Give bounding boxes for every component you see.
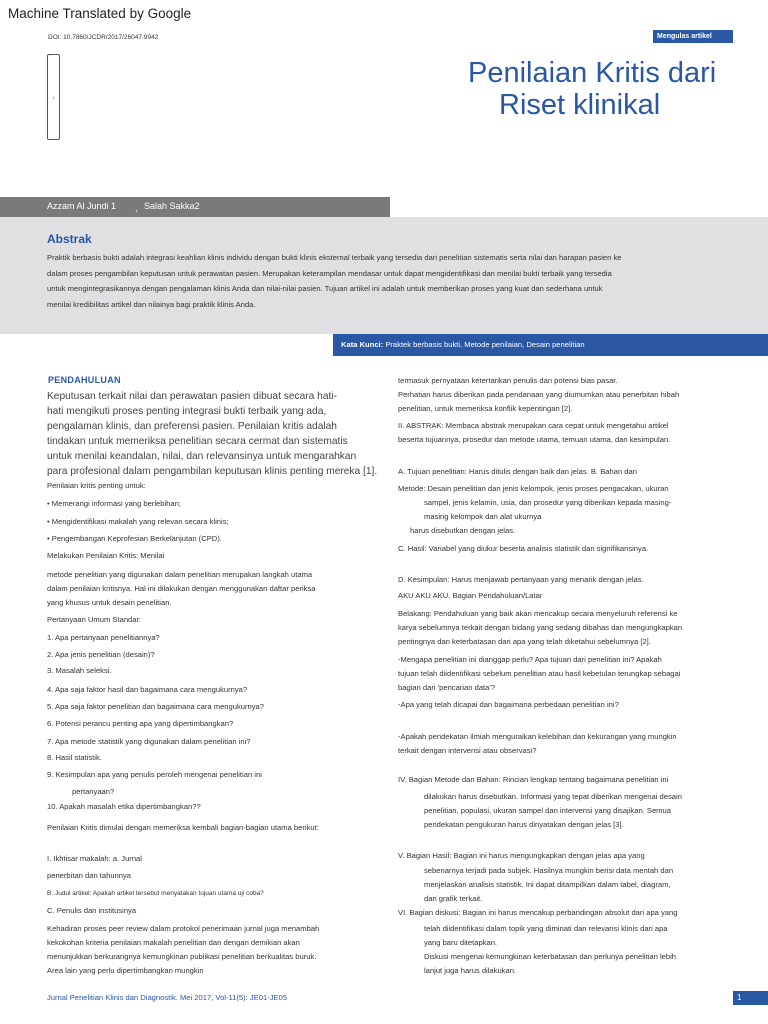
body-line: beserta tujuannya, prosedur dan metode utama, temuan utama, dan kesimpulan.	[398, 435, 671, 444]
body-line: Melakukan Penilaian Kritis: Menilai	[47, 551, 165, 560]
body-line: penerbitan dan tahunnya	[47, 871, 132, 880]
body-line: sebenarnya terjadi pada subjek. Hasilnya mungkin berisi data mentah dan	[424, 866, 674, 875]
question-item: 10. Apakah masalah etika dipertimbangkan??	[47, 802, 201, 811]
author-1: Azzam Al Jundi 1	[47, 201, 117, 211]
body-line: Belakang: Pendahuluan yang baik akan mencakup secara menyeluruh referensi ke	[398, 609, 678, 618]
title-line-1: Penilaian Kritis dari	[468, 57, 717, 89]
intro-line: para profesional dalam pengambilan keputusan klinis penting mereka [1].	[47, 466, 378, 477]
question-item: 1. Apa pertanyaan penelitiannya?	[47, 633, 160, 642]
body-line: Kehadiran proses peer review dalam protokol penerimaan jurnal juga menambah	[47, 924, 320, 933]
title-line-2: Riset klinikal	[499, 89, 661, 121]
body-line: AKU AKU AKU. Bagian Pendahuluan/Latar	[398, 591, 543, 600]
body-line: menunjukkan berkurangnya kemungkinan publikasi penelitian berkualitas buruk.	[47, 952, 317, 961]
body-line: IV. Bagian Metode dan Bahan: Rincian lengkap tentang bagaimana penelitian ini	[398, 775, 669, 784]
body-line: lanjut juga harus dilakukan.	[424, 966, 517, 975]
intro-line: tindakan untuk memeriksa penelitian secara cermat dan sistematis	[47, 436, 348, 447]
machine-translated-label: Machine Translated by Google	[8, 6, 192, 21]
article-title	[468, 57, 716, 121]
body-line: kekokohan kriteria penilaian makalah penelitian dan dengan demikian akan	[47, 938, 300, 947]
question-item: 5. Apa saja faktor penelitian dan bagaimana cara mengukurnya?	[47, 702, 264, 711]
question-item-continued: pertanyaan?	[72, 787, 115, 796]
article-type-badge: Mengulas artikel	[653, 30, 733, 43]
body-line: Pertanyaan Umum Standar:	[47, 615, 142, 624]
body-line: -Apa yang telah dicapai dan bagaimana perbedaan penelitian ini?	[398, 700, 619, 709]
body-line: sampel, jenis kelamin, usia, dan prosedur yang diberikan kepada masing-	[424, 498, 672, 507]
side-box-mark: 1	[52, 95, 55, 100]
body-line: C. Penulis dan institusinya	[47, 906, 137, 915]
journal-footer: Jurnal Penelitian Klinis dan Diagnostik. Mei 2017, Vol-11(5): JE01-JE05	[47, 993, 288, 1002]
body-line: masing kelompok dan alat ukurnya	[424, 512, 542, 521]
question-item: 7. Apa metode statistik yang digunakan dalam penelitian ini?	[47, 737, 251, 746]
body-line: karya sebelumnya terkait dengan bidang yang sedang dibahas dan mengungkapkan	[398, 623, 683, 632]
body-line: Penilaian kritis penting untuk:	[47, 481, 146, 490]
body-line: dalam penilaian kritisnya. Hal ini dilakukan dengan menggunakan daftar periksa	[47, 584, 316, 593]
body-line: bagian dari 'pencarian data'?	[398, 683, 496, 692]
body-line: termasuk pernyataan ketertarikan penulis dan potensi bias pasar.	[398, 376, 618, 385]
abstract-line: menilai kredibilitas artikel dan nilainya bagi praktik klinis Anda.	[47, 299, 256, 309]
body-line: Area lain yang perlu dipertimbangkan mungkin	[47, 966, 204, 975]
question-item: 6. Potensi perancu penting apa yang dipertimbangkan?	[47, 719, 234, 728]
page-number: 1	[733, 991, 768, 1005]
bullet-line: • Memerangi informasi yang berlebihan;	[47, 499, 181, 508]
body-line: penelitian, populasi, ukuran sampel dan intervensi yang disajikan. Semua	[424, 806, 671, 815]
body-line: B. Judul artikel: Apakah artikel tersebut menyatakan tujuan utama uji coba?	[47, 890, 264, 897]
body-line: pentingnya dan keterbatasan dari apa yang telah diketahui sebelumnya [2].	[398, 637, 651, 646]
body-line: harus disebutkan dengan jelas.	[410, 526, 516, 535]
abstract-heading: Abstrak	[47, 232, 92, 246]
body-line: Metode: Desain penelitian dan jenis kelompok, jenis proses pengacakan, ukuran	[398, 484, 669, 493]
body-line: yang khusus untuk desain penelitian.	[47, 598, 172, 607]
abstract-line: untuk mengintegrasikannya dengan pengalaman klinis Anda dan nilai-nilai pasien. Tujuan artikel ini adalah untuk memberikan proses yang kuat dan sederhana untuk	[47, 284, 603, 293]
abstract-line: dalam proses pengambilan keputusan untuk perawatan pasien. Merupakan keterampilan mendasar untuk dapat mengidentifikasi dan menilai bukti terbaik yang tersedia	[47, 268, 612, 278]
body-line: telah diidentifikasi dalam topik yang diminati dan relevansi klinis dari apa	[424, 924, 668, 933]
body-line: dilakukan harus disebutkan. Informasi yang tepat diberikan mengenai desain	[424, 792, 682, 801]
authors-bar	[0, 197, 390, 217]
question-item: 9. Kesimpulan apa yang penulis peroleh mengenai penelitian ini	[47, 770, 262, 779]
bullet-line: • Mengidentifikasi makalah yang relevan secara klinis;	[47, 517, 229, 526]
body-line: Perhatian harus diberikan pada pendanaan yang diumumkan atau penerbitan hibah	[398, 390, 680, 399]
abstract-line: Praktik berbasis bukti adalah integrasi keahlian klinis individu dengan bukti klinis eksternal terbaik yang tersedia dari penelitian sistematis serta nilai dan harapan pasien ke	[47, 253, 622, 262]
side-box	[47, 54, 60, 140]
abstract-text	[47, 250, 747, 312]
bullet-line: • Pengembangan Keprofesian Berkelanjutan (CPD).	[47, 534, 222, 543]
question-item: 8. Hasil statistik.	[47, 753, 102, 762]
body-line: tujuan telah diidentifikasi sebelum penelitian atau hasil kebetulan terungkap sebagai	[398, 669, 681, 678]
question-item: 4. Apa saja faktor hasil dan bagaimana cara mengukurnya?	[47, 685, 248, 694]
body-line: I. Ikhtisar makalah: a. Jurnal	[47, 854, 142, 863]
body-line: D. Kesimpulan: Harus menjawab pertanyaan yang menarik dengan jelas.	[398, 575, 644, 584]
body-line: Penilaian Kritis dimulai dengan memeriksa kembali bagian-bagian utama berikut:	[47, 823, 319, 832]
keywords-bar	[333, 334, 768, 356]
question-item: 3. Masalah seleksi.	[47, 666, 112, 675]
keywords-text: Praktek berbasis bukti, Metode penilaian, Desain penelitian	[385, 340, 585, 349]
body-line: A. Tujuan penelitian: Harus ditulis dengan baik dan jelas. B. Bahan dan	[398, 467, 637, 476]
body-line: -Mengapa penelitian ini dianggap perlu? Apa tujuan dari penelitian ini? Apakah	[398, 655, 662, 664]
introduction-heading: PENDAHULUAN	[48, 375, 121, 385]
intro-line: untuk menilai keandalan, nilai, dan relevansinya untuk mengarahkan	[47, 451, 357, 462]
body-line: dan grafik terkait.	[424, 894, 483, 903]
body-line: Diskusi mengenai kemungkinan keterbatasan dan perlunya penelitian lebih	[424, 952, 677, 961]
body-line: C. Hasil: Variabel yang diukur beserta analisis statistik dan signifikansinya.	[398, 544, 649, 553]
body-line: penelitian, untuk memeriksa konflik kepentingan [2].	[398, 404, 573, 413]
body-line: metode penelitian yang digunakan dalam penelitian merupakan langkah utama	[47, 570, 313, 579]
body-line: yang baru ditetapkan.	[424, 938, 498, 947]
body-line: menjelaskan analisis statistik. Ini dapat ditampilkan dalam tabel, diagram,	[424, 880, 671, 889]
body-line: V. Bagian Hasil: Bagian ini harus mengungkapkan dengan jelas apa yang	[398, 851, 645, 860]
introduction-paragraph	[47, 389, 397, 479]
body-line: VI. Bagian diskusi: Bagian ini harus mencakup perbandingan absolut dari apa yang	[398, 908, 678, 917]
body-line: terkait dengan intervensi atau observasi?	[398, 746, 537, 755]
intro-line: pengalaman klinis, dan preferensi pasien. Penilaian kritis adalah	[47, 421, 337, 432]
body-line: -Apakah pendekatan ilmiah menguraikan kelebihan dan kekurangan yang mungkin	[398, 732, 677, 741]
body-line: II. ABSTRAK: Membaca abstrak merupakan cara cepat untuk mengetahui artikel	[398, 421, 669, 430]
question-item: 2. Apa jenis penelitian (desain)?	[47, 650, 155, 659]
doi-text: DOI: 10.7860/JCDR/2017/26047.9942	[48, 34, 159, 41]
keywords-label: Kata Kunci:	[341, 340, 384, 349]
author-2: Salah Sakka2	[144, 201, 200, 211]
intro-line: hati mengikuti proses penting integrasi bukti terbaik yang ada,	[47, 406, 327, 417]
body-line: pendekatan pengukuran harus dinyatakan dengan jelas [3].	[424, 820, 624, 829]
author-separator: ,	[135, 203, 138, 213]
intro-line: Keputusan terkait nilai dan perawatan pasien dibuat secara hati-	[47, 391, 337, 402]
